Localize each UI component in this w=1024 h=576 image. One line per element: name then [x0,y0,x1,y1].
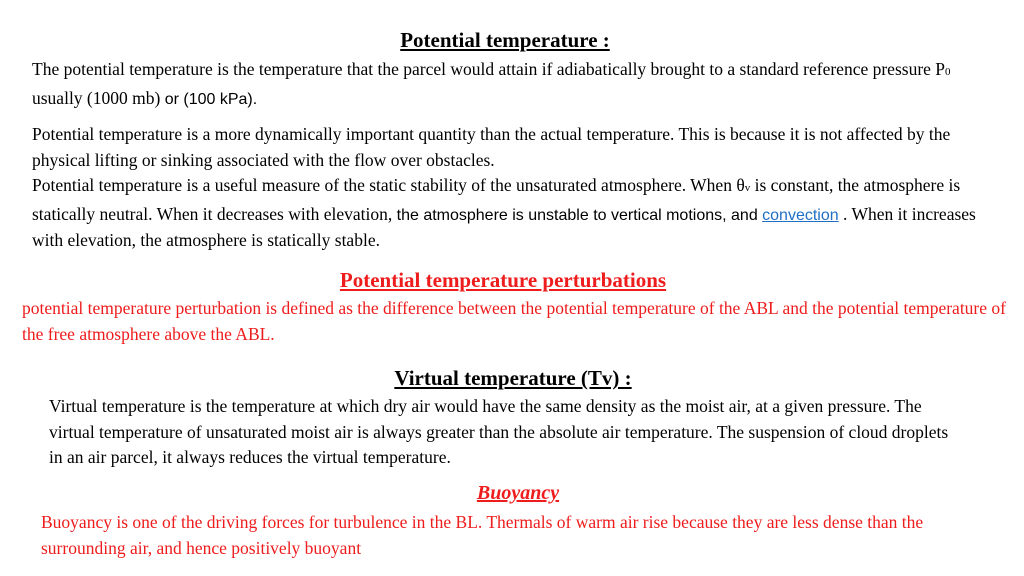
potential-temperature-importance: Potential temperature is a more dynamically important quantity than the actual temperature. This is because it is not affected by the physical lifting or sinking associated with the flow over obstacles. [32,124,951,170]
definition-pressure: usually (1000 mb) [32,87,165,108]
convection-link[interactable]: convection [762,206,839,224]
potential-temperature-definition [32,57,992,112]
virtual-temperature-heading: Virtual temperature (Tv) : [394,366,632,390]
stability-text-a: Potential temperature is a useful measure of the static stability of the unsaturated atmosphere. When θ [32,175,745,195]
perturbations-heading: Potential temperature perturbations [339,268,667,292]
buoyancy-heading: Buoyancy [476,482,560,504]
definition-kpa: or (100 kPa). [164,90,258,108]
potential-temperature-heading: Potential temperature : [400,28,610,52]
perturbations-text: potential temperature perturbation is defined as the difference between the potential temperature of the ABL and the potential temperature of the free atmosphere above the ABL. [22,298,1006,344]
buoyancy-text: Buoyancy is one of the driving forces for turbulence in the BL. Thermals of warm air rise because they are less dense than the surrounding air, and hence positively buoyant [41,512,924,558]
stability-text-d: . When it increases with elevation, the atmosphere is statically stable. [32,203,976,250]
definition-text: The potential temperature is the temperature that the parcel would attain if adiabatically brought to a standard reference pressure P [32,59,946,79]
virtual-temperature-text: Virtual temperature is the temperature at which dry air would have the same density as the moist air, at a given pressure. The virtual temperature of unsaturated moist air is always greater than the absolute air temperature. The suspension of cloud droplets in an air parcel, it always reduces the virtual temperature. [49,396,949,467]
theta-v-subscript: v [744,182,751,194]
potential-temperature-stability [32,173,992,254]
stability-text-c: the atmosphere is unstable to vertical motions, and [396,206,763,224]
reference-pressure-subscript: 0 [945,66,951,78]
stability-text-b: is constant, the atmosphere is statically neutral. When it decreases with elevation, [32,175,961,224]
